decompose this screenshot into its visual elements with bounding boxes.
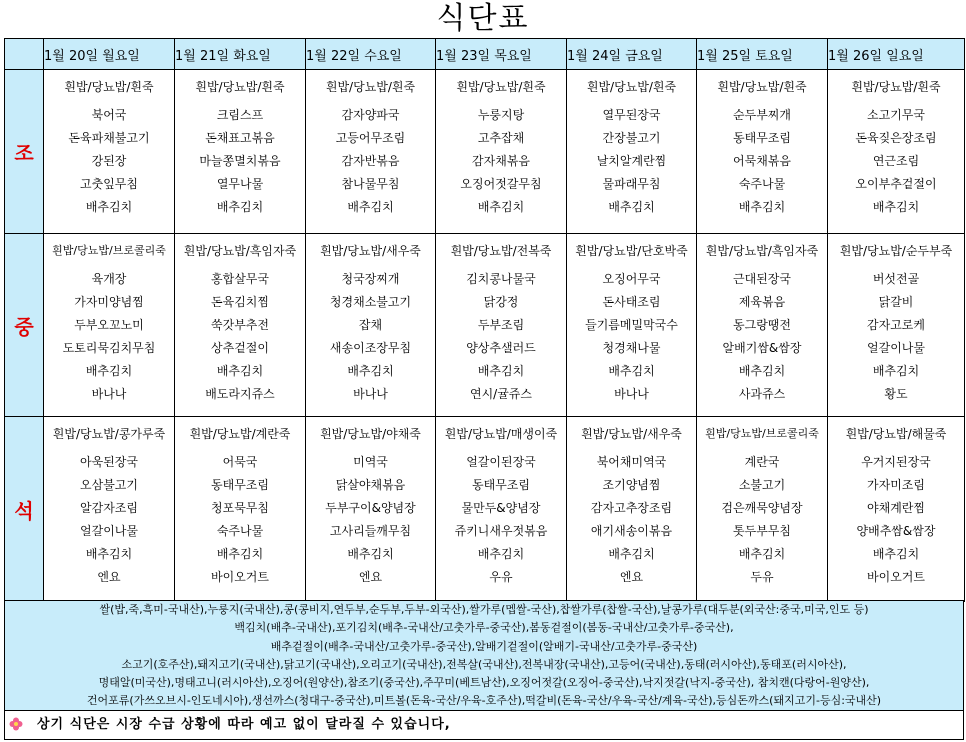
dish-item: 엔요 <box>619 570 644 584</box>
day-header: 1월 24일 금요일 <box>567 39 697 70</box>
dish-list <box>697 268 827 406</box>
menu-cell <box>828 417 965 602</box>
dish-item: 사과쥬스 <box>738 387 786 401</box>
day-header: 1월 20일 월요일 <box>44 39 175 70</box>
dish-item: 연근조림 <box>872 154 920 168</box>
day-header: 1월 22일 수요일 <box>306 39 436 70</box>
rice-porridge-line: 흰밥/당뇨밥/야채죽 <box>320 427 421 441</box>
dish-item: 청포묵무침 <box>211 501 269 515</box>
menu-cell <box>436 417 567 602</box>
dish-item: 오삼불고기 <box>80 478 138 492</box>
menu-cell <box>697 70 828 234</box>
dish-item: 도토리묵김치무침 <box>62 341 156 355</box>
dish-item: 배추김치 <box>872 200 920 214</box>
menu-cell <box>697 234 828 417</box>
dish-item: 얼갈이나물 <box>867 341 925 355</box>
dish-list <box>175 104 305 219</box>
dish-item: 숙주나물 <box>738 177 786 191</box>
dish-list <box>697 104 827 219</box>
menu-cell <box>697 417 828 602</box>
dish-list <box>828 268 964 406</box>
rice-porridge-line: 흰밥/당뇨밥/흰죽 <box>586 80 677 94</box>
dish-item: 물파래무침 <box>602 177 661 191</box>
flower-icon <box>9 717 23 731</box>
dish-item: 알배기쌈&쌈장 <box>722 341 802 355</box>
dish-item: 물만두&양념장 <box>461 501 541 515</box>
dish-item: 날치알계란찜 <box>596 154 667 168</box>
dish-item: 감자고로케 <box>867 318 925 332</box>
dish-item: 바나나 <box>614 387 649 401</box>
menu-cell <box>44 417 175 602</box>
notice-text: 상기 식단은 시장 수급 상황에 따라 예고 없이 달라질 수 있습니다, <box>37 717 451 732</box>
dish-item: 계란국 <box>744 455 780 469</box>
menu-cell <box>306 417 436 602</box>
dish-item: 김치콩나물국 <box>466 272 536 286</box>
menu-cell <box>175 417 306 602</box>
dish-item: 배추김치 <box>216 200 264 214</box>
dish-item: 엔요 <box>97 570 121 584</box>
dish-item: 돈사태조림 <box>602 295 661 309</box>
dish-item: 닭갈비 <box>878 295 914 309</box>
dish-item: 청경채나물 <box>602 341 661 355</box>
dish-item: 애기새송이볶음 <box>590 524 673 538</box>
rice-porridge-line: 흰밥/당뇨밥/흰죽 <box>456 80 546 94</box>
menu-cell <box>436 234 567 417</box>
dish-item: 고춧잎무침 <box>80 177 138 191</box>
dish-item: 배추김치 <box>85 200 133 214</box>
dish-item: 배추김치 <box>608 364 655 378</box>
dish-item: 오징어무국 <box>602 272 661 286</box>
dish-list <box>175 268 305 406</box>
dish-list <box>44 268 174 406</box>
menu-cell <box>436 70 567 234</box>
menu-cell <box>306 70 436 234</box>
menu-cell <box>306 234 436 417</box>
dish-item: 동태무조림 <box>211 478 269 492</box>
dish-item: 쥬키니새우젓볶음 <box>454 524 548 538</box>
dish-item: 소고기무국 <box>867 108 925 122</box>
meal-label: 조 <box>5 70 44 234</box>
origin-line: 쌀(밥,죽,흑미-국내산),누룽지(국내산),콩(콩비지,연두부,순두부,두부-외국산),쌀가루(멥쌀-국산),찹쌀가루(찹쌀-국산),날콩가루(대두분(외국산:중국,미국,인도 등) <box>99 603 869 616</box>
origin-line: 배추겉절이(배추-국내산/고춧가루-중국산),알배기겉절이(알배기-국내산/고춧가루-중국산) <box>270 639 698 653</box>
dish-item: 숙주나물 <box>216 524 264 538</box>
dish-item: 두유 <box>750 570 774 584</box>
dish-list <box>567 268 696 406</box>
dish-item: 고사리들깨무침 <box>329 524 412 538</box>
rice-porridge-line: 흰밥/당뇨밥/흰죽 <box>325 80 416 94</box>
dish-item: 양배추쌈&쌈장 <box>856 524 936 538</box>
dish-item: 배추김치 <box>608 200 655 214</box>
dish-item: 북어채미역국 <box>596 455 667 469</box>
dish-item: 감자양파국 <box>341 108 400 122</box>
dish-item: 엔요 <box>358 570 383 584</box>
dish-item: 동그랑땡전 <box>733 318 791 332</box>
rice-porridge-line: 흰밥/당뇨밥/새우죽 <box>320 244 421 258</box>
menu-cell <box>44 70 175 234</box>
dish-item: 닭강정 <box>483 295 519 309</box>
dish-item: 새송이조장무침 <box>329 341 412 355</box>
menu-cell <box>828 234 965 417</box>
dish-item: 홍합살무국 <box>211 272 269 286</box>
dish-item: 열무나물 <box>216 177 264 191</box>
origin-line: 소고기(호주산),돼지고기(국내산),닭고기(국내산),오리고기(국내산),전복살(국내산),전복내장(국내산),고등어(국내산),동태(러시아산),동태포(러시아산), <box>121 657 847 671</box>
dish-item: 열무된장국 <box>602 108 661 122</box>
menu-cell <box>567 70 697 234</box>
dish-item: 두부조림 <box>477 318 525 332</box>
rice-porridge-line: 흰밥/당뇨밥/해물죽 <box>845 427 947 441</box>
rice-porridge-line: 흰밥/당뇨밥/흰죽 <box>851 80 941 94</box>
dish-item: 배추김치 <box>477 547 525 561</box>
dish-item: 바이오거트 <box>211 570 269 584</box>
dish-item: 야채계란찜 <box>867 501 925 515</box>
dish-item: 돈육파채불고기 <box>68 131 150 145</box>
dish-item: 상추겉절이 <box>211 341 269 355</box>
dish-item: 오징어젓갈무침 <box>460 177 542 191</box>
dish-item: 연시/귤쥬스 <box>469 387 532 401</box>
dish-list <box>436 451 566 589</box>
menu-cell <box>567 234 697 417</box>
menu-cell <box>175 70 306 234</box>
dish-list <box>828 104 964 219</box>
corner-cell <box>5 39 44 70</box>
dish-item: 배추김치 <box>347 200 394 214</box>
dish-item: 배추김치 <box>477 200 525 214</box>
dish-item: 감자채볶음 <box>472 154 530 168</box>
dish-item: 근대된장국 <box>733 272 791 286</box>
day-header: 1월 23일 목요일 <box>436 39 567 70</box>
dish-item: 배추김치 <box>738 364 786 378</box>
dish-item: 배도라지쥬스 <box>205 387 275 401</box>
dish-item: 육개장 <box>91 272 127 286</box>
dish-list <box>436 268 566 406</box>
origin-line: 백김치(배추-국내산),포기김치(배추-국내산/고춧가루-중국산),봄동겉절이(봄동-국내산/고춧가루-중국산), <box>234 621 734 635</box>
dish-item: 검은깨묵양념장 <box>721 501 803 515</box>
dish-item: 돈육짖은장조림 <box>855 131 937 145</box>
dish-list <box>306 268 435 406</box>
rice-porridge-line: 흰밥/당뇨밥/순두부죽 <box>839 244 953 258</box>
dish-item: 조기양념찜 <box>602 478 661 492</box>
dish-item: 잡채 <box>358 318 383 332</box>
dish-item: 아욱된장국 <box>80 455 138 469</box>
rice-porridge-line: 흰밥/당뇨밥/브로콜리죽 <box>705 427 819 440</box>
dish-item: 배추김치 <box>216 364 264 378</box>
dish-list <box>306 104 435 219</box>
dish-item: 동태무조림 <box>472 478 530 492</box>
dish-item: 두부구이&양념장 <box>325 501 416 515</box>
rice-porridge-line: 흰밥/당뇨밥/콩가루죽 <box>52 427 166 441</box>
dish-item: 북어국 <box>91 108 127 122</box>
dish-item: 참나물무침 <box>341 177 400 191</box>
dish-item: 가자미양념찜 <box>74 295 144 309</box>
dish-item: 순두부찌개 <box>733 108 791 122</box>
rice-porridge-line: 흰밥/당뇨밥/매생이죽 <box>444 427 558 441</box>
menu-cell <box>828 70 965 234</box>
day-header: 1월 26일 일요일 <box>828 39 965 70</box>
dish-item: 고등어무조림 <box>335 131 406 145</box>
rice-porridge-line: 흰밥/당뇨밥/흰죽 <box>717 80 807 94</box>
rice-porridge-line: 흰밥/당뇨밥/흰죽 <box>64 80 154 94</box>
dish-item: 고추잡채 <box>477 131 525 145</box>
dish-item: 닭살야채볶음 <box>335 478 406 492</box>
dish-item: 강된장 <box>91 154 127 168</box>
dish-list <box>697 451 827 589</box>
dish-item: 오이부추겉절이 <box>855 177 937 191</box>
origin-info <box>4 600 964 711</box>
dish-item: 배추김치 <box>216 547 264 561</box>
dish-item: 쑥갓부추전 <box>211 318 269 332</box>
page-title: 식단표 <box>436 1 530 36</box>
dish-item: 배추김치 <box>347 364 394 378</box>
dish-item: 제육볶음 <box>738 295 786 309</box>
dish-item: 청경채소불고기 <box>329 295 412 309</box>
dish-item: 얼갈이된장국 <box>466 455 536 469</box>
menu-cell <box>175 234 306 417</box>
origin-line: 명태알(미국산),명태고니(러시아산),오징어(원양산),참조기(중국산),주꾸미(베트남산),오징어젓갈(오징어-중국산),낙지젓갈(낙지-중국산), 참치캔(다랑어-원양산), <box>98 676 870 690</box>
dish-item: 황도 <box>884 387 908 401</box>
header-row <box>5 39 965 70</box>
day-header: 1월 21일 화요일 <box>175 39 306 70</box>
dish-item: 크림스프 <box>216 108 264 122</box>
rice-porridge-line: 흰밥/당뇨밥/흑임자죽 <box>705 244 819 258</box>
dish-item: 청국장찌개 <box>341 272 400 286</box>
dish-list <box>828 451 964 589</box>
dish-item: 양상추샐러드 <box>466 341 536 355</box>
dish-item: 감자반볶음 <box>341 154 400 168</box>
dish-item: 마늘쫑멸치볶음 <box>199 154 281 168</box>
meal-label: 중 <box>5 234 44 417</box>
dish-item: 우유 <box>489 570 513 584</box>
dish-item: 배추김치 <box>85 547 133 561</box>
dish-item: 우거지된장국 <box>861 455 931 469</box>
menu-table <box>4 38 965 602</box>
rice-porridge-line: 흰밥/당뇨밥/브로콜리죽 <box>52 244 166 257</box>
dish-item: 미역국 <box>353 455 388 469</box>
dish-list <box>44 451 174 589</box>
dish-item: 바이오거트 <box>867 570 925 584</box>
dish-item: 배추김치 <box>477 364 525 378</box>
dish-list <box>567 451 696 589</box>
dish-item: 배추김치 <box>872 547 920 561</box>
dish-item: 가자미조림 <box>867 478 925 492</box>
notice-bar <box>4 711 964 740</box>
dish-list <box>175 451 305 589</box>
meal-row <box>5 234 965 417</box>
dish-item: 배추김치 <box>608 547 655 561</box>
dish-item: 돈육김치찜 <box>211 295 269 309</box>
dish-item: 배추김치 <box>738 547 786 561</box>
rice-porridge-line: 흰밥/당뇨밥/흑임자죽 <box>183 244 297 258</box>
dish-list <box>44 104 174 219</box>
dish-item: 두부오꼬노미 <box>74 318 144 332</box>
origin-line: 건어포류(가쓰오브시-인도네시아),생선까스(청대구-중국산),미트볼(돈육-국산/우육-호주산),떡갈비(돈육-국산/우육-국산/계육-국산),등심돈까스(돼지고기-등심:국내산) <box>86 694 882 708</box>
dish-item: 바나나 <box>353 387 388 401</box>
rice-porridge-line: 흰밥/당뇨밥/전복죽 <box>450 244 552 258</box>
dish-item: 바나나 <box>91 387 127 401</box>
dish-item: 동태무조림 <box>733 131 791 145</box>
dish-item: 배추김치 <box>347 547 394 561</box>
rice-porridge-line: 흰밥/당뇨밥/단호박죽 <box>575 244 688 258</box>
rice-porridge-line: 흰밥/당뇨밥/계란죽 <box>189 427 291 441</box>
dish-list <box>306 451 435 589</box>
dish-item: 어묵채볶음 <box>733 154 791 168</box>
dish-item: 감자고추장조림 <box>590 501 673 515</box>
dish-item: 얼갈이나물 <box>80 524 138 538</box>
dish-item: 알감자조림 <box>80 501 138 515</box>
dish-item: 버섯전골 <box>872 272 920 286</box>
rice-porridge-line: 흰밥/당뇨밥/새우죽 <box>581 427 682 441</box>
menu-cell <box>567 417 697 602</box>
dish-list <box>436 104 566 219</box>
day-header: 1월 25일 토요일 <box>697 39 828 70</box>
rice-porridge-line: 흰밥/당뇨밥/흰죽 <box>195 80 285 94</box>
dish-list <box>567 104 696 219</box>
dish-item: 소불고기 <box>738 478 786 492</box>
dish-item: 배추김치 <box>872 364 920 378</box>
dish-item: 간장불고기 <box>602 131 661 145</box>
menu-cell <box>44 234 175 417</box>
dish-item: 들기름메밀막국수 <box>585 318 678 332</box>
dish-item: 배추김치 <box>85 364 133 378</box>
dish-item: 톳두부무침 <box>733 524 791 538</box>
meal-row <box>5 417 965 602</box>
dish-item: 배추김치 <box>738 200 786 214</box>
meal-row <box>5 70 965 234</box>
meal-label: 석 <box>5 417 44 602</box>
dish-item: 어묵국 <box>222 455 258 469</box>
dish-item: 돈채표고볶음 <box>205 131 275 145</box>
dish-item: 누룽지탕 <box>477 108 525 122</box>
